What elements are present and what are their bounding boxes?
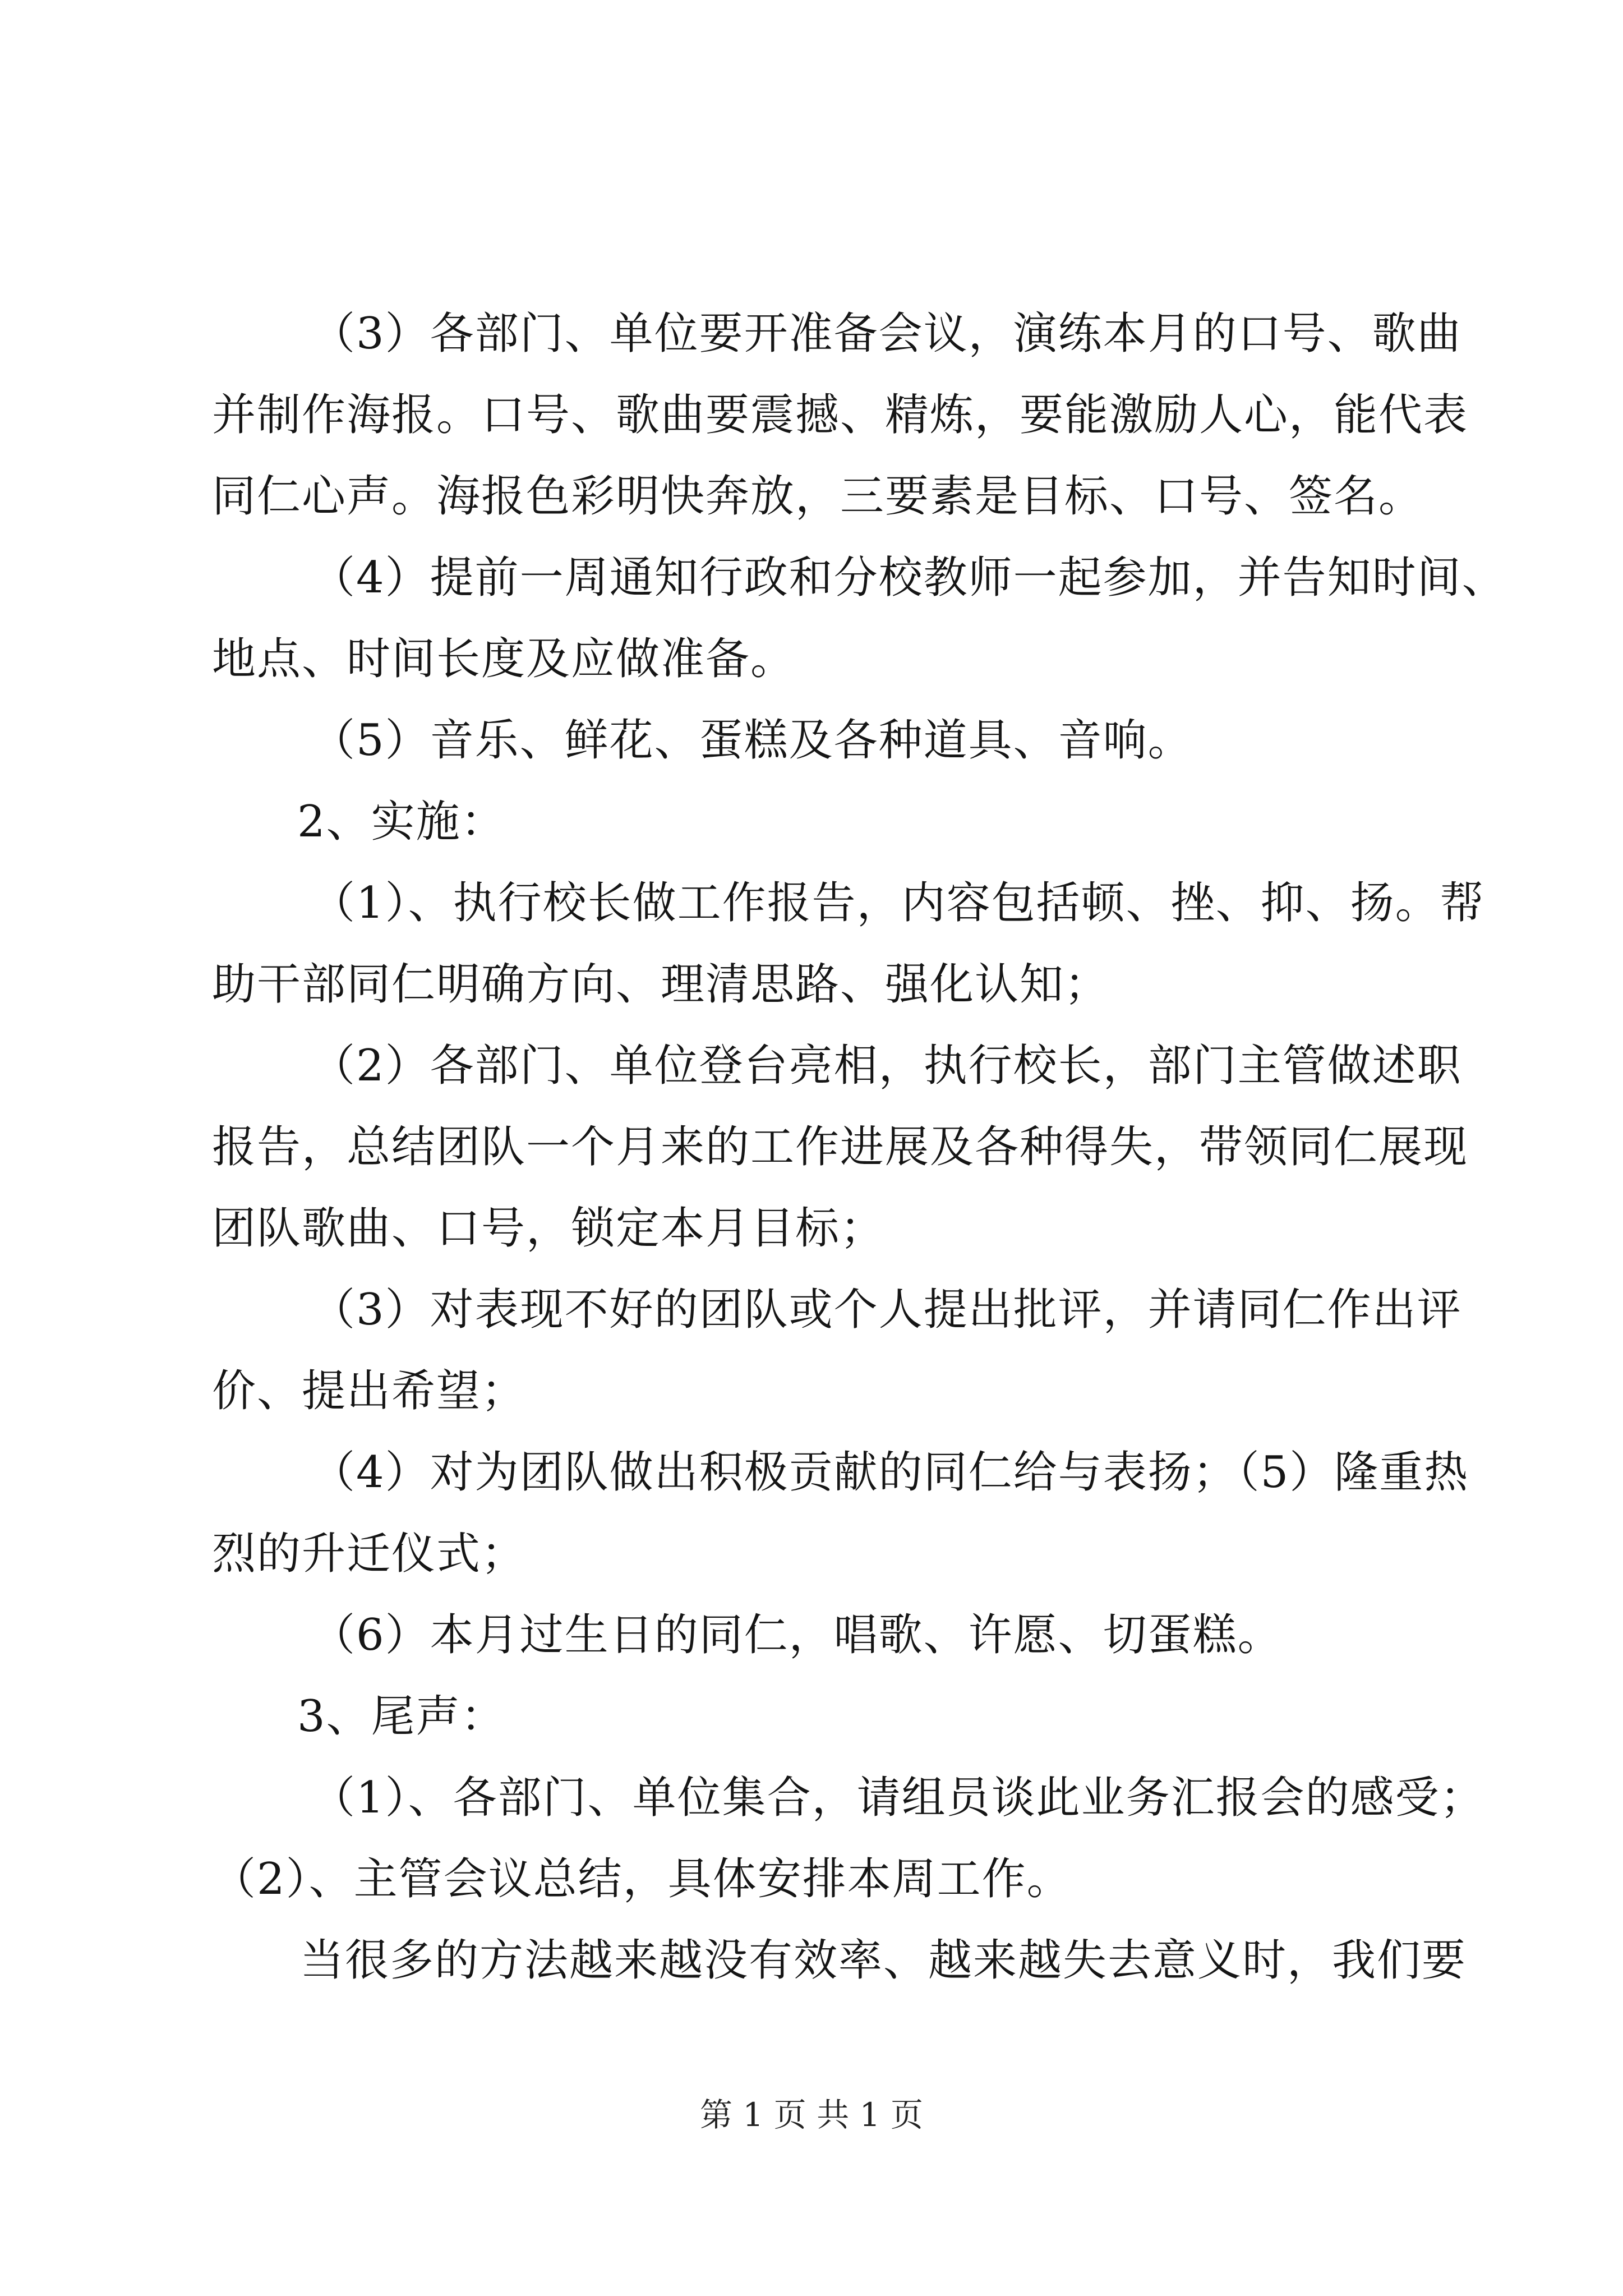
- text-line: （2）、主管会议总结，具体安排本周工作。: [212, 1854, 1072, 1904]
- text-line: 价、提出希望；: [212, 1366, 527, 1416]
- text-line: （3）各部门、单位要开准备会议，演练本月的口号、歌曲: [311, 309, 1462, 359]
- text-line: （1）、执行校长做工作报告，内容包括顿、挫、抑、扬。帮: [311, 878, 1485, 928]
- text-line: 团队歌曲、口号，锁定本月目标；: [212, 1203, 886, 1254]
- text-line: （4）对为团队做出积极贡献的同仁给与表扬；（5）隆重热: [311, 1447, 1469, 1498]
- text-line: 当很多的方法越来越没有效率、越来越失去意义时，我们要: [300, 1935, 1467, 1986]
- text-line: 地点、时间长度及应做准备。: [212, 634, 796, 684]
- page-number-footer: 第 1 页 共 1 页: [700, 2096, 923, 2134]
- text-line: （1）、各部门、单位集合，请组员谈此业务汇报会的感受；: [311, 1773, 1485, 1823]
- text-line: 报告，总结团队一个月来的工作进展及各种得失，带领同仁展现: [212, 1122, 1469, 1172]
- text-line: （5）音乐、鲜花、蛋糕及各种道具、音响。: [311, 715, 1193, 766]
- section-heading: 3、尾声：: [297, 1691, 506, 1742]
- text-line: （2）各部门、单位登台亮相，执行校长，部门主管做述职: [311, 1041, 1462, 1091]
- text-line: 并制作海报。口号、歌曲要震撼、精炼，要能激励人心，能代表: [212, 390, 1469, 440]
- text-line: 助干部同仁明确方向、理清思路、强化认知；: [212, 959, 1110, 1010]
- text-line: （4）提前一周通知行政和分校教师一起参加，并告知时间、: [311, 553, 1507, 603]
- text-line: （3）对表现不好的团队或个人提出批评，并请同仁作出评: [311, 1285, 1462, 1335]
- section-heading: 2、实施：: [297, 797, 506, 847]
- text-line: （6）本月过生日的同仁，唱歌、许愿、切蛋糕。: [311, 1610, 1283, 1660]
- text-line: 同仁心声。海报色彩明快奔放，三要素是目标、口号、签名。: [212, 471, 1424, 522]
- text-line: 烈的升迁仪式；: [212, 1529, 527, 1579]
